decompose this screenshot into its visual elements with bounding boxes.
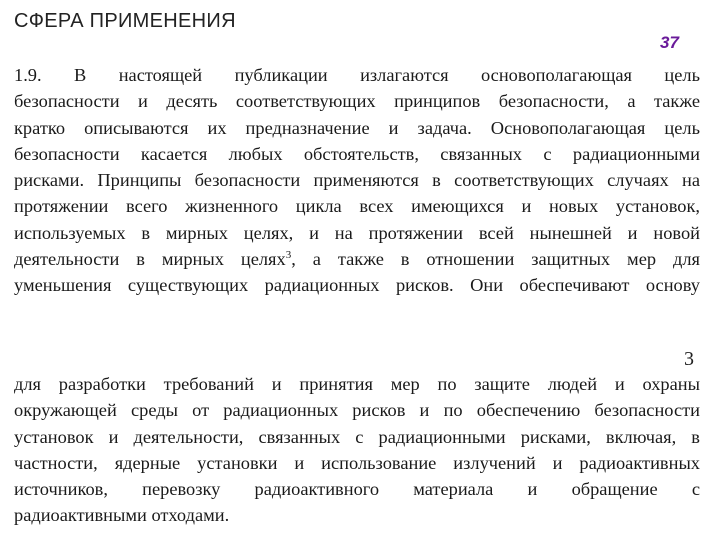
- footnote-mark: 3: [285, 248, 292, 261]
- text-line: кратко описываются их предназначение и задача. Основополагающая цель: [14, 117, 700, 138]
- text-line-with-footnote: [14, 246, 700, 272]
- text-line: окружающей среды от радиационных рисков и по обеспечению безопасности: [14, 400, 700, 421]
- text-line: для разработки требований и принятия мер по защите людей и охраны: [14, 374, 700, 394]
- text-line: протяжении всего жизненного цикла всех имеющихся и новых установок,: [14, 196, 700, 217]
- text-line: 1.9. В настоящей публикации излагаются основополагающая цель: [14, 65, 700, 85]
- text-line: безопасности и десять соответствующих принципов безопасности, а также: [14, 91, 700, 112]
- text-line: радиоактивными отходами.: [14, 505, 230, 526]
- section-heading: СФЕРА ПРИМЕНЕНИЯ: [14, 10, 236, 32]
- text-fragment: , а также в отношении защитных мер для: [291, 249, 700, 270]
- text-line: установок и деятельности, связанных с радиационными рисками, включая, в: [14, 426, 700, 447]
- page-number: 3: [684, 348, 694, 370]
- text-line: используемых в мирных целях, и на протяжении всей нынешней и новой: [14, 222, 700, 243]
- text-line: безопасности касается любых обстоятельств, связанных с радиационными: [14, 143, 700, 164]
- paragraph-top: [14, 62, 700, 299]
- paragraph-bottom: [14, 371, 700, 529]
- slide-number: 37: [660, 33, 679, 52]
- text-line: источников, перевозку радиоактивного материала и обращение с: [14, 479, 700, 500]
- text-fragment: деятельности в мирных целях: [14, 249, 286, 270]
- text-line: частности, ядерные установки и использование излучений и радиоактивных: [14, 452, 700, 473]
- text-line: уменьшения существующих радиационных рисков. Они обеспечивают основу: [14, 275, 700, 296]
- text-line: рисками. Принципы безопасности применяются в соответствующих случаях на: [14, 170, 700, 191]
